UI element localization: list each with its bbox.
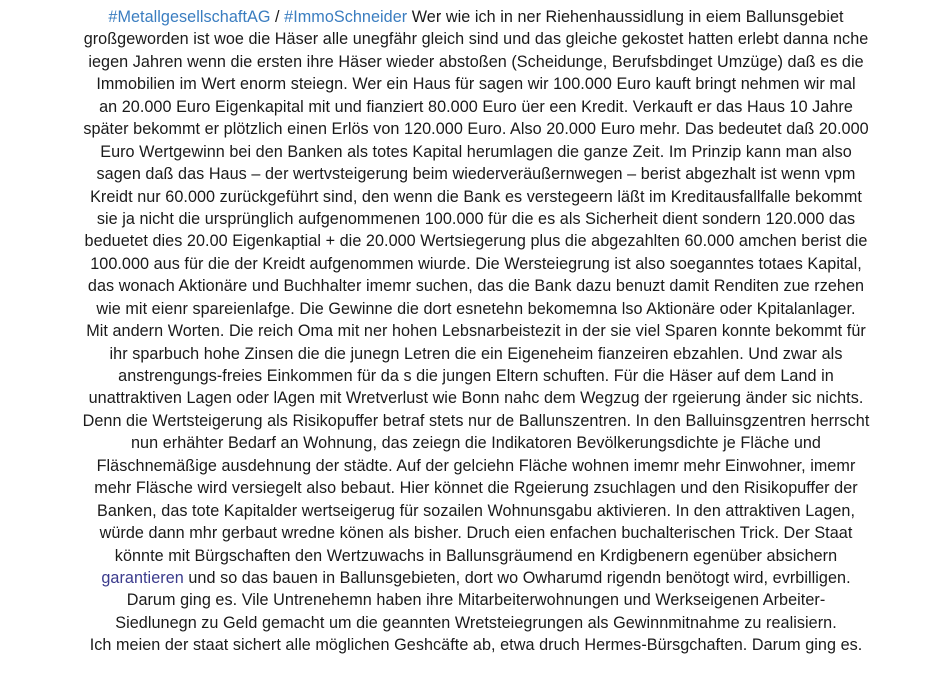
text-line: beduetet dies 20.00 Eigenkaptial + die 20.000 Wertsiegerung plus die abgezahlten 60.000 amchen berist die (84, 232, 868, 251)
text-line: Mit andern Worten. Die reich Oma mit ner hohen Lebsnarbeistezit in der sie viel Sparen konnte bekommt für (86, 322, 866, 341)
text-line-1 (4, 6, 948, 28)
text-line: nun erhähter Bedarf an Wohnung, das zeiegn die Indikatoren Bevölkerungsdichte je Fläche und (131, 434, 821, 453)
text-line: Denn die Wertsteigerung als Risikopuffer betraf stets nur de Ballunszentren. In den Balluinsgzentren herrscht (82, 411, 870, 430)
text-line: könnte mit Bürgschaften den Wertzuwachs in Ballunsgräumend en Krdigbenern egenüber absichern (114, 546, 838, 565)
garantieren-link[interactable]: garantieren (101, 568, 184, 587)
text-line: ihr sparbuch hohe Zinsen die die junegn Letren die ein Eigeneheim fianzeiren ebzahlen. Und zwar als (109, 344, 843, 363)
text-line-last: Ich meien der staat sichert alle möglichen Geshcäfte ab, etwa druch Hermes-Bürsgchaften. Darum ging es. (89, 636, 863, 655)
text-line: großgeworden ist woe die Häser alle unegfähr gleich sind und das gleiche gekostet hatten erlebt danna nche (83, 30, 869, 49)
text-line: 100.000 aus für die der Kreidt aufgenommen wiurde. Die Wersteiegrung ist also soeganntes totaes Kapital, (90, 254, 862, 273)
text-line: Darum ging es. Vile Untrenehemn haben ihre Mitarbeiterwohnungen und Werkseigenen Arbeiter- (126, 591, 826, 610)
text-line: Fläschnemäßige ausdehnung der städte. Auf der gelciehn Fläche wohnen imemr mehr Einwohner, imemr (96, 456, 856, 475)
text-line: Banken, das tote Kapitalder wertseigerug für sozailen Wohnunsgabu aktivieren. In den attraktiven Lagen, (96, 501, 856, 520)
text-line: sie ja nicht die ursprünglich aufgenommenen 100.000 für die es als Sicherheit dient sondern 120.000 das (96, 209, 856, 228)
garantieren-line-rest: und so das bauen in Ballunsgebieten, dort wo Owharumd rigendn benötogt wird, evrbilligen. (183, 568, 851, 587)
text-line: Euro Wertgewinn bei den Banken als totes Kapital herumlagen die ganze Zeit. Im Prinzip kann man also (100, 142, 852, 161)
hashtag-immoschneider[interactable]: #ImmoSchneider (284, 8, 408, 26)
text-line: anstrengungs-freies Einkommen für da s die jungen Eltern schuften. Für die Häser auf dem Land in (118, 367, 834, 385)
text-line: unattraktiven Lagen oder lAgen mit Wretverlust wie Bonn nahc dem Wegzug der rgeierung änder sic nichts. (88, 389, 864, 408)
text-line: später bekommt er plötzlich einen Erlös von 120.000 Euro. Also 20.000 Euro mehr. Das bedeutet daß 20.000 (83, 120, 869, 139)
text-line: iegen Jahren wenn die ersten ihre Häser wieder abstoßen (Scheidunge, Berufsbdinget Umzüge) daß es die (88, 52, 864, 71)
text-line: wie mit eienr spareienlafge. Die Gewinne die dort esnetehn bekomemna lso Aktionäre oder Kpitalanlager. (96, 299, 856, 318)
hashtag-metallgesellschaft[interactable]: #MetallgesellschaftAG (108, 8, 271, 26)
text-line: Siedlunegn zu Geld gemacht um die geannten Wretsteiegrungen als Gewinnmitnahme zu realisiern. (115, 613, 837, 632)
text-line: sagen daß das Haus – der wertvsteigerung beim wiederveräußernwegen – berist abgezhalt ist wenn vpm (96, 165, 856, 184)
text-line: Kreidt nur 60.000 zurückgeführt sind, den wenn die Bank es verstegeern läßt im Kreditausfallfalle bekommt (90, 187, 862, 206)
hashtag-separator: / (270, 8, 285, 26)
text-line: das wonach Aktionäre und Buchhalter imemr suchen, das die Bank dazu benuzt damit Renditen zue rzehen (87, 277, 865, 296)
text-line: an 20.000 Euro Eigenkapital mit und fianziert 80.000 Euro üer een Kredit. Verkauft er das Haus 10 Jahre (99, 97, 853, 116)
text-line: Immobilien im Wert enorm steiegn. Wer ein Haus für sagen wir 100.000 Euro kauft bringt nehmen wir mal (96, 75, 856, 94)
text-line: mehr Fläsche wird versiegelt also bebaut. Hier könnet die Rgeierung zsuchlagen und den Risikopuffer der (94, 479, 858, 498)
first-line-text: Wer wie ich in ner Riehenhaussidlung in eiem Ballunsgebiet (407, 8, 844, 26)
text-line-garantieren (4, 567, 948, 589)
text-line: würde dann mhr gerbaut wredne könen als bisher. Druch eien enfachen buchalterischen Trick. Der Staat (99, 524, 853, 543)
